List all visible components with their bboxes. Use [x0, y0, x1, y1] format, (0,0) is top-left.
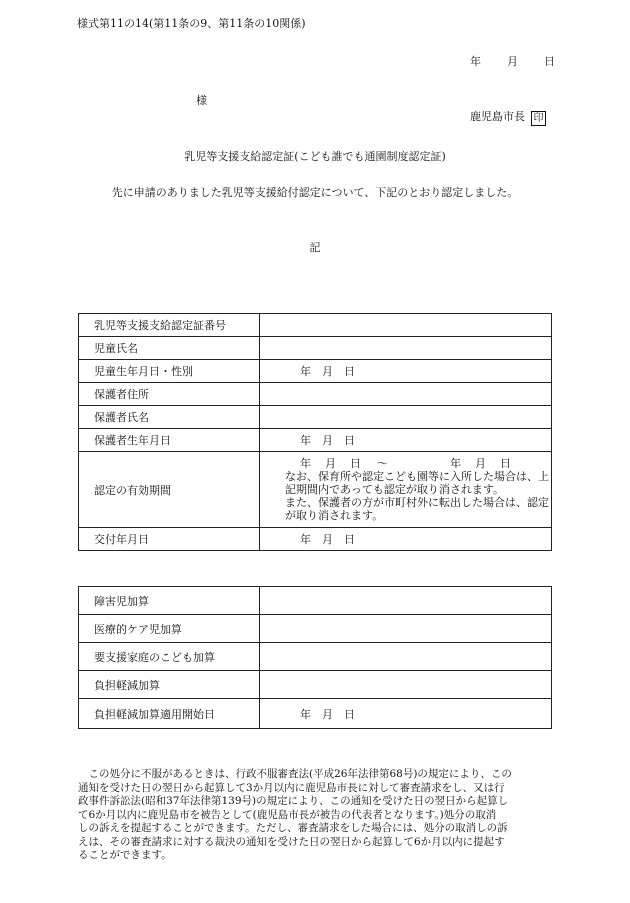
date-day: 日: [544, 55, 555, 68]
issue-date-label: 交付年月日: [79, 528, 260, 551]
document-title: 乳児等支援支給認定証(こども誰でも通園制度認定証): [184, 150, 446, 163]
burden-reduction-value[interactable]: [260, 671, 552, 699]
table-row: [79, 587, 552, 615]
validity-period-value[interactable]: [260, 452, 552, 528]
table-row: [79, 699, 552, 729]
child-birth-gender-label: 児童生年月日・性別: [79, 360, 260, 383]
support-family-addition-value[interactable]: [260, 643, 552, 671]
child-name-label: 児童氏名: [79, 337, 260, 360]
table-row: [79, 383, 552, 406]
period-dates: 年 月 日 ～ 年 月 日: [300, 457, 511, 470]
notice-line: この処分に不服があるときは、行政不服審査法(平成26年法律第68号)の規定により、この: [78, 768, 512, 780]
child-name-value[interactable]: [260, 337, 552, 360]
cert-number-label: 乳児等支援支給認定証番号: [79, 314, 260, 337]
period-note-line: なお、保育所や認定こども園等に入所した場合は、上: [285, 470, 549, 483]
issue-date-value[interactable]: 年 月 日: [260, 528, 552, 551]
guardian-birth-label: 保護者生年月日: [79, 429, 260, 452]
date-year: 年: [470, 55, 481, 68]
form-number: 様式第11の14(第11条の9、第11条の10関係): [77, 17, 306, 30]
notice-line: ることができます。: [78, 849, 172, 861]
medical-care-addition-label: 医療的ケア児加算: [79, 615, 260, 643]
intro-text: 先に申請のありました乳児等支援給付認定について、下記のとおり認定しました。: [111, 186, 519, 199]
issuer-line: [470, 110, 546, 126]
disability-addition-label: 障害児加算: [79, 587, 260, 615]
table-row: [79, 528, 552, 551]
table-row: [79, 360, 552, 383]
table-row: [79, 429, 552, 452]
period-note-line: が取り消されます。: [285, 509, 384, 522]
child-birth-gender-value[interactable]: 年 月 日: [260, 360, 552, 383]
date-month: 月: [507, 55, 518, 68]
date-line: [470, 55, 555, 68]
disability-addition-value[interactable]: [260, 587, 552, 615]
appeal-notice: [78, 768, 552, 863]
guardian-name-label: 保護者氏名: [79, 406, 260, 429]
burden-reduction-start-value[interactable]: 年 月 日: [260, 699, 552, 729]
table-row: [79, 615, 552, 643]
notice-line: 通知を受けた日の翌日から起算して3か月以内に鹿児島市長に対して審査請求をし、又は行: [78, 781, 505, 794]
burden-reduction-start-label: 負担軽減加算適用開始日: [79, 699, 260, 729]
guardian-address-label: 保護者住所: [79, 383, 260, 406]
burden-reduction-label: 負担軽減加算: [79, 671, 260, 699]
guardian-address-value[interactable]: [260, 383, 552, 406]
validity-period-label: 認定の有効期間: [79, 452, 260, 528]
notice-line: えは、その審査請求に対する裁決の通知を受けた日の翌日から起算して6か月以内に提起す: [78, 835, 505, 848]
addressee: 様: [196, 94, 207, 107]
seal-mark: 印: [531, 111, 546, 126]
support-family-addition-label: 要支援家庭のこども加算: [79, 643, 260, 671]
table-row: [79, 452, 552, 528]
cert-number-value[interactable]: [260, 314, 552, 337]
period-note-line: 記期間内であっても認定が取り消されます。: [285, 483, 505, 496]
issuer-name: 鹿児島市長: [470, 110, 525, 123]
period-note-line: また、保護者の方が市町村外に転出した場合は、認定: [285, 496, 549, 509]
certificate-table: [78, 313, 552, 551]
medical-care-addition-value[interactable]: [260, 615, 552, 643]
ki-heading: 記: [309, 241, 321, 254]
notice-line: しの訴えを提起することができます。ただし、審査請求をした場合には、処分の取消しの訴: [78, 822, 508, 834]
table-row: [79, 671, 552, 699]
notice-line: て6か月以内に鹿児島市を被告として(鹿児島市長が被告の代表者となります。)処分の取消: [78, 808, 497, 821]
additions-table: [78, 586, 552, 729]
period-tilde: ～: [377, 457, 388, 470]
guardian-name-value[interactable]: [260, 406, 552, 429]
table-row: [79, 406, 552, 429]
table-row: [79, 314, 552, 337]
guardian-birth-value[interactable]: 年 月 日: [260, 429, 552, 452]
table-row: [79, 643, 552, 671]
notice-line: 政事件訴訟法(昭和37年法律第139号)の規定により、この通知を受けた日の翌日から起算し: [78, 795, 509, 807]
table-row: [79, 337, 552, 360]
